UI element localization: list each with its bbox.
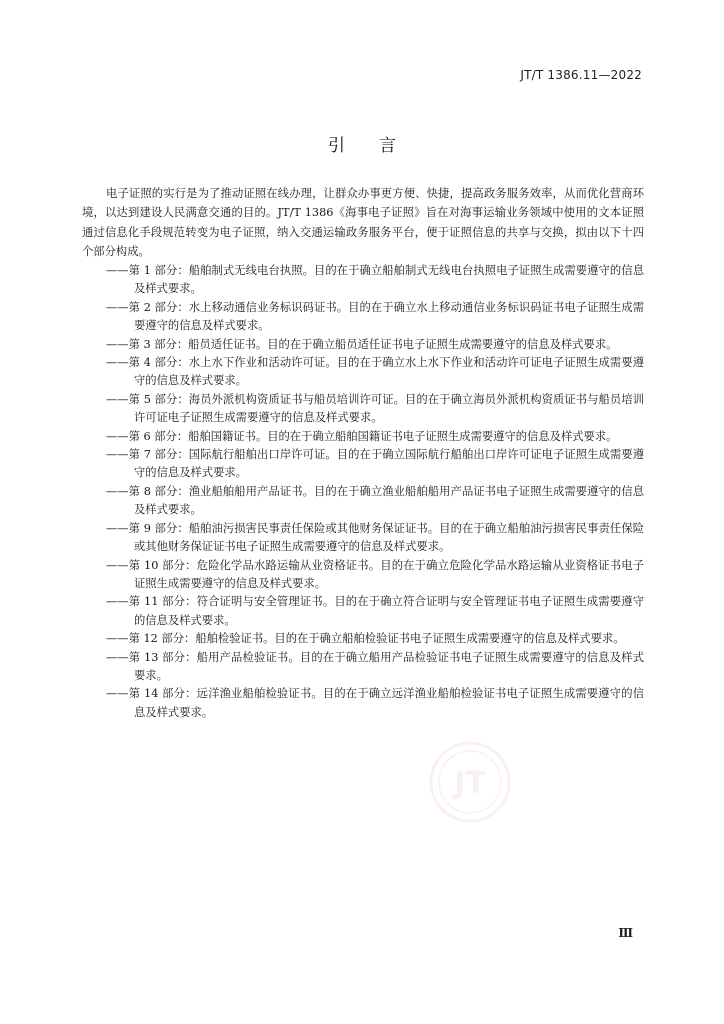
part-item-9: ——第 9 部分：船舶油污损害民事责任保险或其他财务保证证书。目的在于确立船舶油污损害民事责任保险或其他财务保证证书电子证照生成需要遵守的信息及样式要求。 [106,521,644,554]
part-item-4: ——第 4 部分：水上水下作业和活动许可证。目的在于确立水上水下作业和活动许可证电子证照生成需要遵守的信息及样式要求。 [106,356,644,388]
part-item-14: ——第 14 部分：远洋渔业船舶检验证书。目的在于确立远洋渔业船舶检验证书电子证照生成需要遵守的信息及样式要求。 [106,687,644,719]
parts-list [82,262,644,722]
part-item-5: ——第 5 部分：海员外派机构资质证书与船员培训许可证。目的在于确立海员外派机构资质证书与船员培训许可证电子证照生成需要遵守的信息及样式要求。 [106,392,644,425]
part-item-12: ——第 12 部分：船舶检验证书。目的在于确立船舶检验证书电子证照生成需要遵守的信息及样式要求。 [106,632,625,646]
part-item-3: ——第 3 部分：船员适任证书。目的在于确立船员适任证书电子证照生成需要遵守的信息及样式要求。 [106,337,618,351]
part-item-10: ——第 10 部分：危险化学品水路运输从业资格证书。目的在于确立危险化学品水路运输从业资格证书电子证照生成需要遵守的信息及样式要求。 [106,558,644,590]
part-item-8: ——第 8 部分：渔业船舶船用产品证书。目的在于确立渔业船舶船用产品证书电子证照生成需要遵守的信息及样式要求。 [106,484,644,517]
standard-number: JT/T 1386.11—2022 [520,68,642,82]
watermark-text: JT [454,766,486,801]
page-number: Ⅲ [618,926,633,940]
part-item-11: ——第 11 部分：符合证明与安全管理证书。目的在于确立符合证明与安全管理证书电子证照生成需要遵守的信息及样式要求。 [106,595,644,627]
intro-paragraph: 电子证照的实行是为了推动证照在线办理，让群众办事更方便、快捷，提高政务服务效率，从而优化营商环境，以达到建设人民满意交通的目的。JT/T 1386《海事电子证照》旨在对海事运输业务领域中使用的文本证照通过信息化手段规范转变为电子证照，纳入交通运输政务服务平台，便于证照信息的共享与交换，拟由以下十四个部分构成。 [82,187,644,259]
part-item-1: ——第 1 部分：船舶制式无线电台执照。目的在于确立船舶制式无线电台执照电子证照生成需要遵守的信息及样式要求。 [106,264,644,296]
part-item-2: ——第 2 部分：水上移动通信业务标识码证书。目的在于确立水上移动通信业务标识码证书电子证照生成需要遵守的信息及样式要求。 [106,300,644,333]
jt-watermark-logo [428,740,512,824]
part-item-7: ——第 7 部分：国际航行船舶出口岸许可证。目的在于确立国际航行船舶出口岸许可证电子证照生成需要遵守的信息及样式要求。 [106,448,644,480]
part-item-13: ——第 13 部分：船用产品检验证书。目的在于确立船用产品检验证书电子证照生成需要遵守的信息及样式要求。 [106,650,644,682]
page-title: 引言 [328,136,430,156]
part-item-6: ——第 6 部分：船舶国籍证书。目的在于确立船舶国籍证书电子证照生成需要遵守的信息及样式要求。 [106,429,618,443]
